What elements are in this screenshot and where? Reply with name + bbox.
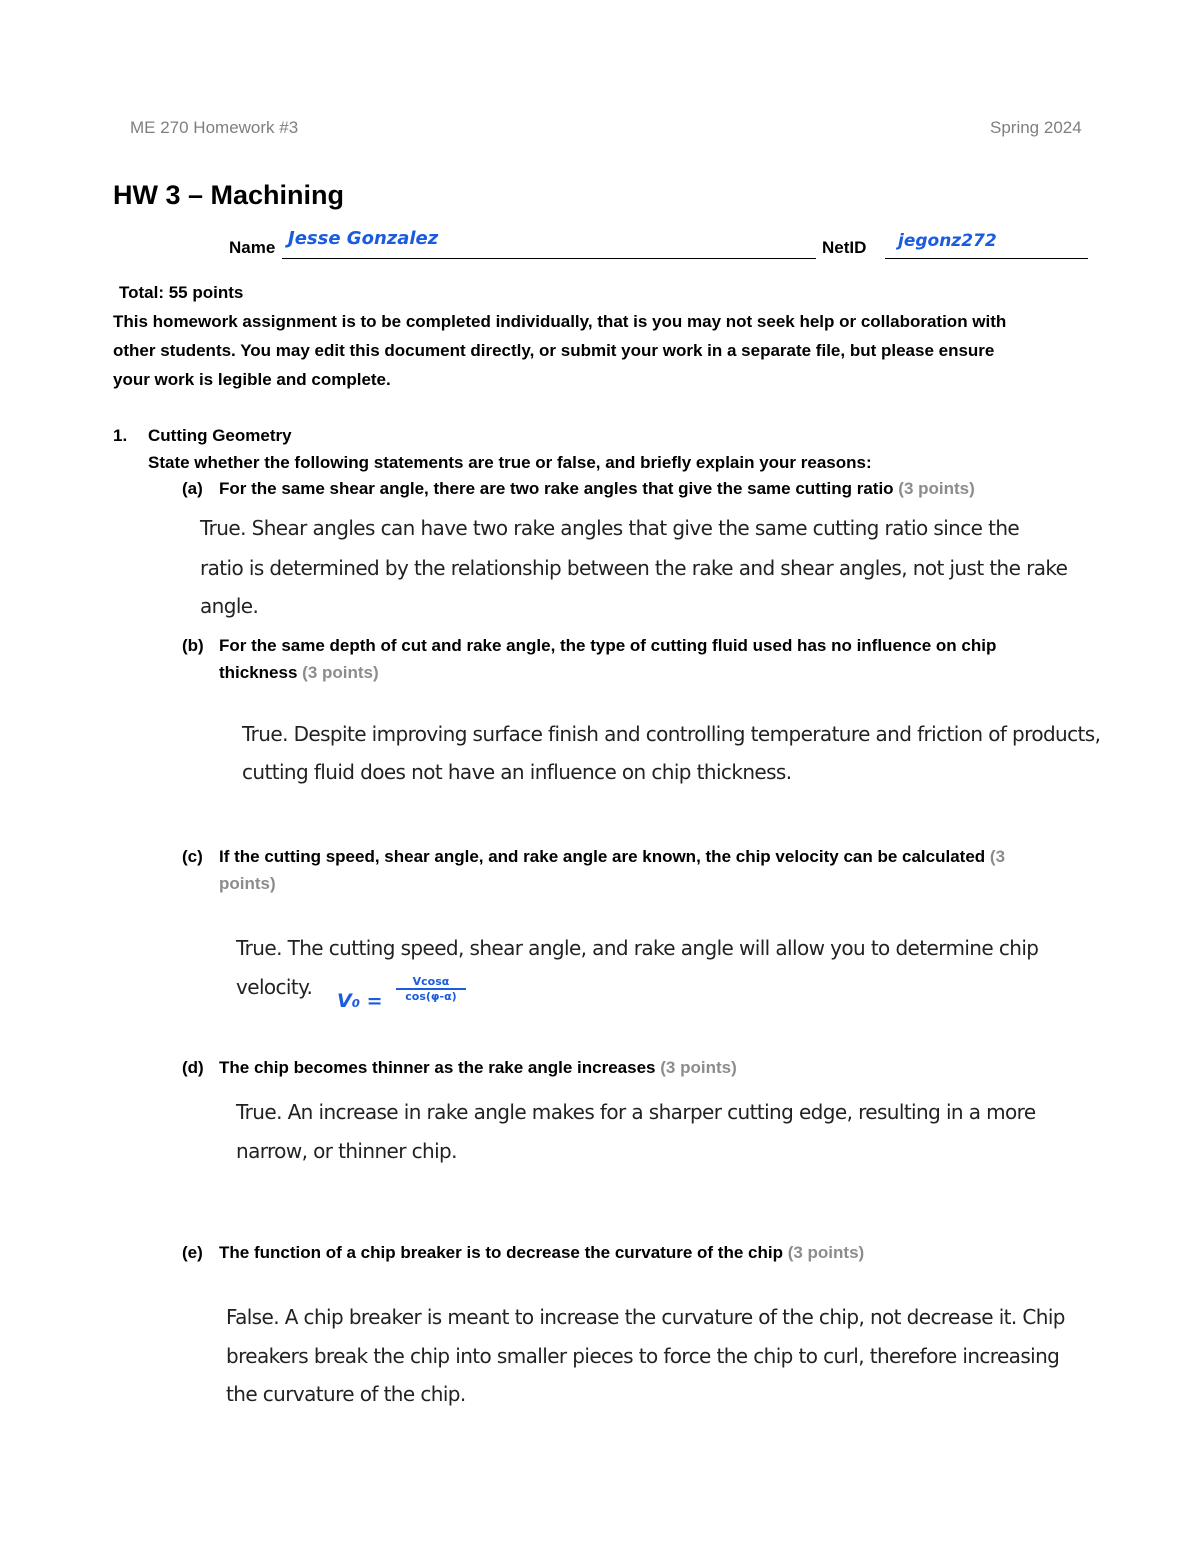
answer-b-line: True. Despite improving surface finish and controlling temperature and friction of products,: [242, 722, 1101, 746]
question-d-label: (d): [182, 1058, 204, 1077]
instruction-line: This homework assignment is to be completed individually, that is you may not seek help or collaboration with: [113, 312, 1007, 331]
instruction-line: other students. You may edit this document directly, or submit your work in a separate file, but please ensure: [113, 341, 995, 360]
answer-c-line: velocity.: [236, 975, 313, 999]
section-number: 1.: [113, 426, 128, 445]
page-title: HW 3 – Machining: [113, 180, 345, 210]
question-e-label: (e): [182, 1243, 203, 1262]
name-underline: [282, 258, 816, 259]
answer-e-line: False. A chip breaker is meant to increase the curvature of the chip, not decrease it. Chip: [226, 1305, 1065, 1329]
answer-b-line: cutting fluid does not have an influence on chip thickness.: [242, 760, 792, 784]
netid-value: jegonz272: [898, 231, 997, 251]
header-term: Spring 2024: [990, 118, 1082, 137]
name-label: Name: [229, 238, 276, 257]
netid-label: NetID: [822, 238, 867, 257]
formula-denominator: cos(φ-α): [405, 990, 457, 1003]
question-c-label: (c): [182, 847, 203, 866]
question-c-text: If the cutting speed, shear angle, and rake angle are known, the chip velocity can be calculated (3: [219, 847, 1006, 866]
answer-d-line: narrow, or thinner chip.: [236, 1139, 457, 1163]
question-e-points: (3 points): [787, 1243, 865, 1262]
question-b-label: (b): [182, 636, 204, 655]
name-value: Jesse Gonzalez: [288, 228, 439, 249]
question-b-text: For the same depth of cut and rake angle, the type of cutting fluid used has no influence on chip: [219, 636, 997, 655]
answer-a-line: angle.: [200, 594, 259, 618]
question-b-text-cont: thickness (3 points): [219, 663, 379, 682]
netid-underline: [885, 258, 1088, 259]
formula-lhs: V₀ =: [337, 990, 383, 1012]
question-a-label: (a): [182, 479, 203, 498]
section-title: Cutting Geometry: [148, 426, 292, 445]
question-c-points-cont: points): [219, 874, 276, 893]
question-a-points: (3 points): [898, 479, 975, 498]
section-prompt: State whether the following statements are true or false, and briefly explain your reasons:: [148, 453, 872, 472]
answer-e-line: breakers break the chip into smaller pieces to force the chip to curl, therefore increasing: [226, 1344, 1060, 1368]
question-d-text: The chip becomes thinner as the rake angle increases (3 points): [219, 1058, 737, 1077]
question-b-points: (3 points): [302, 663, 379, 682]
answer-e-line: the curvature of the chip.: [226, 1382, 466, 1406]
answer-c-line: True. The cutting speed, shear angle, and rake angle will allow you to determine chip: [236, 936, 1039, 960]
question-d-points: (3 points): [660, 1058, 737, 1077]
instruction-line: your work is legible and complete.: [113, 370, 391, 389]
total-points: Total: 55 points: [119, 283, 244, 302]
question-a-text: For the same shear angle, there are two rake angles that give the same cutting ratio (3 points): [219, 479, 975, 498]
formula-numerator: Vcosα: [412, 975, 450, 988]
answer-d-line: True. An increase in rake angle makes for a sharper cutting edge, resulting in a more: [236, 1100, 1036, 1124]
answer-a-line: True. Shear angles can have two rake angles that give the same cutting ratio since the: [200, 516, 1020, 540]
header-course: ME 270 Homework #3: [130, 118, 299, 137]
formula-fraction: [396, 975, 466, 1003]
question-c-points: (3: [989, 847, 1006, 866]
question-e-text: The function of a chip breaker is to decrease the curvature of the chip (3 points): [219, 1243, 865, 1262]
answer-a-line: ratio is determined by the relationship between the rake and shear angles, not just the rake: [200, 556, 1068, 580]
